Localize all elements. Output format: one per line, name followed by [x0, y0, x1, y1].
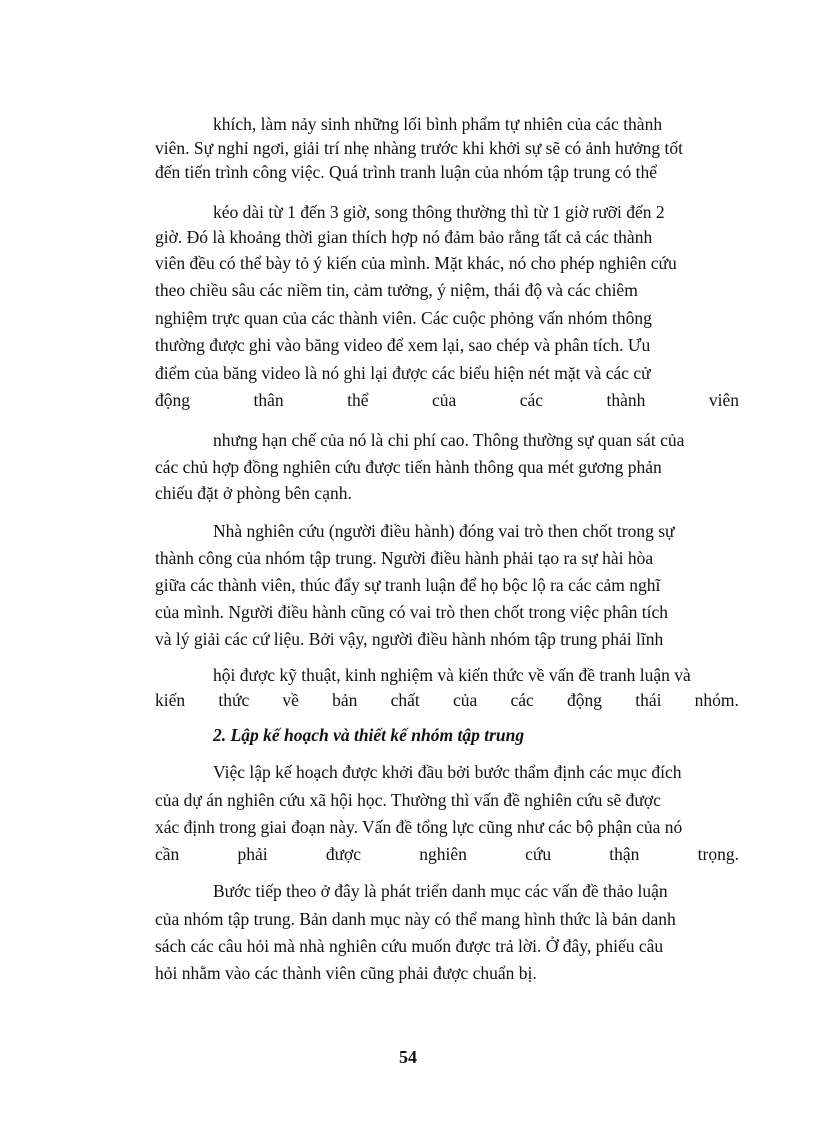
text-line: Nhà nghiên cứu (người điều hành) đóng vai trò then chốt trong sự — [213, 521, 675, 541]
text-line: Bước tiếp theo ở đây là phát triển danh mục các vấn đề thảo luận — [213, 881, 668, 901]
word: kiến — [155, 690, 186, 710]
text-line: nghiệm trực quan của các thành viên. Các cuộc phỏng vấn nhóm thông — [155, 308, 652, 328]
text-line: hội được kỹ thuật, kinh nghiệm và kiến thức về vấn đề tranh luận và — [213, 665, 691, 685]
text-line: khích, làm nảy sinh những lối bình phẩm tự nhiên của các thành — [213, 114, 663, 134]
word: của — [431, 390, 457, 410]
word: của — [453, 690, 478, 710]
justified-line — [155, 689, 739, 711]
text-line: viên. Sự nghỉ ngơi, giải trí nhẹ nhàng trước khi khởi sự sẽ có ảnh hưởng tốt — [155, 138, 683, 158]
text-line: kéo dài từ 1 đến 3 giờ, song thông thường thì từ 1 giờ rưỡi đến 2 — [213, 202, 665, 222]
word: động — [155, 390, 190, 410]
word: chất — [390, 690, 420, 710]
word: viên — [708, 390, 739, 410]
text-line: viên đều có thể bày tỏ ý kiến của mình. Mặt khác, nó cho phép nghiên cứu — [155, 253, 677, 273]
word: về — [282, 690, 299, 710]
word: thái — [635, 690, 662, 710]
section-heading: 2. Lập kế hoạch và thiết kế nhóm tập trung — [213, 725, 525, 745]
justified-line — [155, 389, 739, 411]
text-line: xác định trong giai đoạn này. Vấn đề tổng lực cũng như các bộ phận của nó — [155, 817, 683, 837]
word: cứu — [525, 844, 552, 864]
word: cần — [155, 844, 180, 864]
word: thận — [609, 844, 640, 864]
text-line: các chủ hợp đồng nghiên cứu được tiến hành thông qua mét gương phản — [155, 457, 662, 477]
text-line: của mình. Người điều hành cũng có vai trò then chốt trong việc phân tích — [155, 602, 668, 622]
text-line: thường được ghi vào băng video để xem lại, sao chép và phân tích. Ưu — [155, 335, 651, 355]
text-line: thành công của nhóm tập trung. Người điều hành phải tạo ra sự hài hòa — [155, 548, 654, 568]
word: động — [567, 690, 603, 710]
word: nghiên — [419, 844, 467, 864]
text-line: và lý giải các cứ liệu. Bởi vậy, người điều hành nhóm tập trung phải lĩnh — [155, 629, 664, 649]
word: các — [519, 390, 544, 410]
word: được — [325, 844, 362, 864]
text-line: giờ. Đó là khoảng thời gian thích hợp nó đảm bảo rằng tất cả các thành — [155, 227, 653, 247]
text-line: của dự án nghiên cứu xã hội học. Thường thì vấn đề nghiên cứu sẽ được — [155, 790, 661, 810]
text-line: hỏi nhằm vào các thành viên cũng phải được chuẩn bị. — [155, 963, 537, 983]
word: nhóm. — [694, 690, 739, 710]
word: thân — [253, 390, 284, 410]
justified-line — [155, 843, 739, 865]
text-line: Việc lập kế hoạch được khởi đầu bởi bước thẩm định các mục đích — [213, 762, 682, 782]
text-line: điểm của băng video là nó ghi lại được các biểu hiện nét mặt và các cử — [155, 363, 651, 383]
word: các — [510, 690, 534, 710]
text-line: nhưng hạn chế của nó là chi phí cao. Thông thường sự quan sát của — [213, 430, 685, 450]
word: thể — [347, 390, 369, 410]
word: thành — [606, 390, 646, 410]
text-line: đến tiến trình công việc. Quá trình tranh luận của nhóm tập trung có thể — [155, 162, 658, 182]
text-line: giữa các thành viên, thúc đẩy sự tranh luận để họ bộc lộ ra các cảm nghĩ — [155, 575, 661, 595]
page-number: 54 — [399, 1047, 417, 1067]
text-line: theo chiều sâu các niềm tin, cảm tưởng, ý niệm, thái độ và các chiêm — [155, 280, 638, 300]
word: thức — [218, 690, 250, 710]
word: phải — [237, 844, 268, 864]
word: bản — [332, 690, 358, 710]
word: trọng. — [697, 844, 739, 864]
text-line: sách các câu hỏi mà nhà nghiên cứu muốn được trả lời. Ở đây, phiếu câu — [155, 936, 664, 956]
text-line: chiếu đặt ở phòng bên cạnh. — [155, 483, 352, 503]
text-line: của nhóm tập trung. Bản danh mục này có thể mang hình thức là bản danh — [155, 909, 676, 929]
